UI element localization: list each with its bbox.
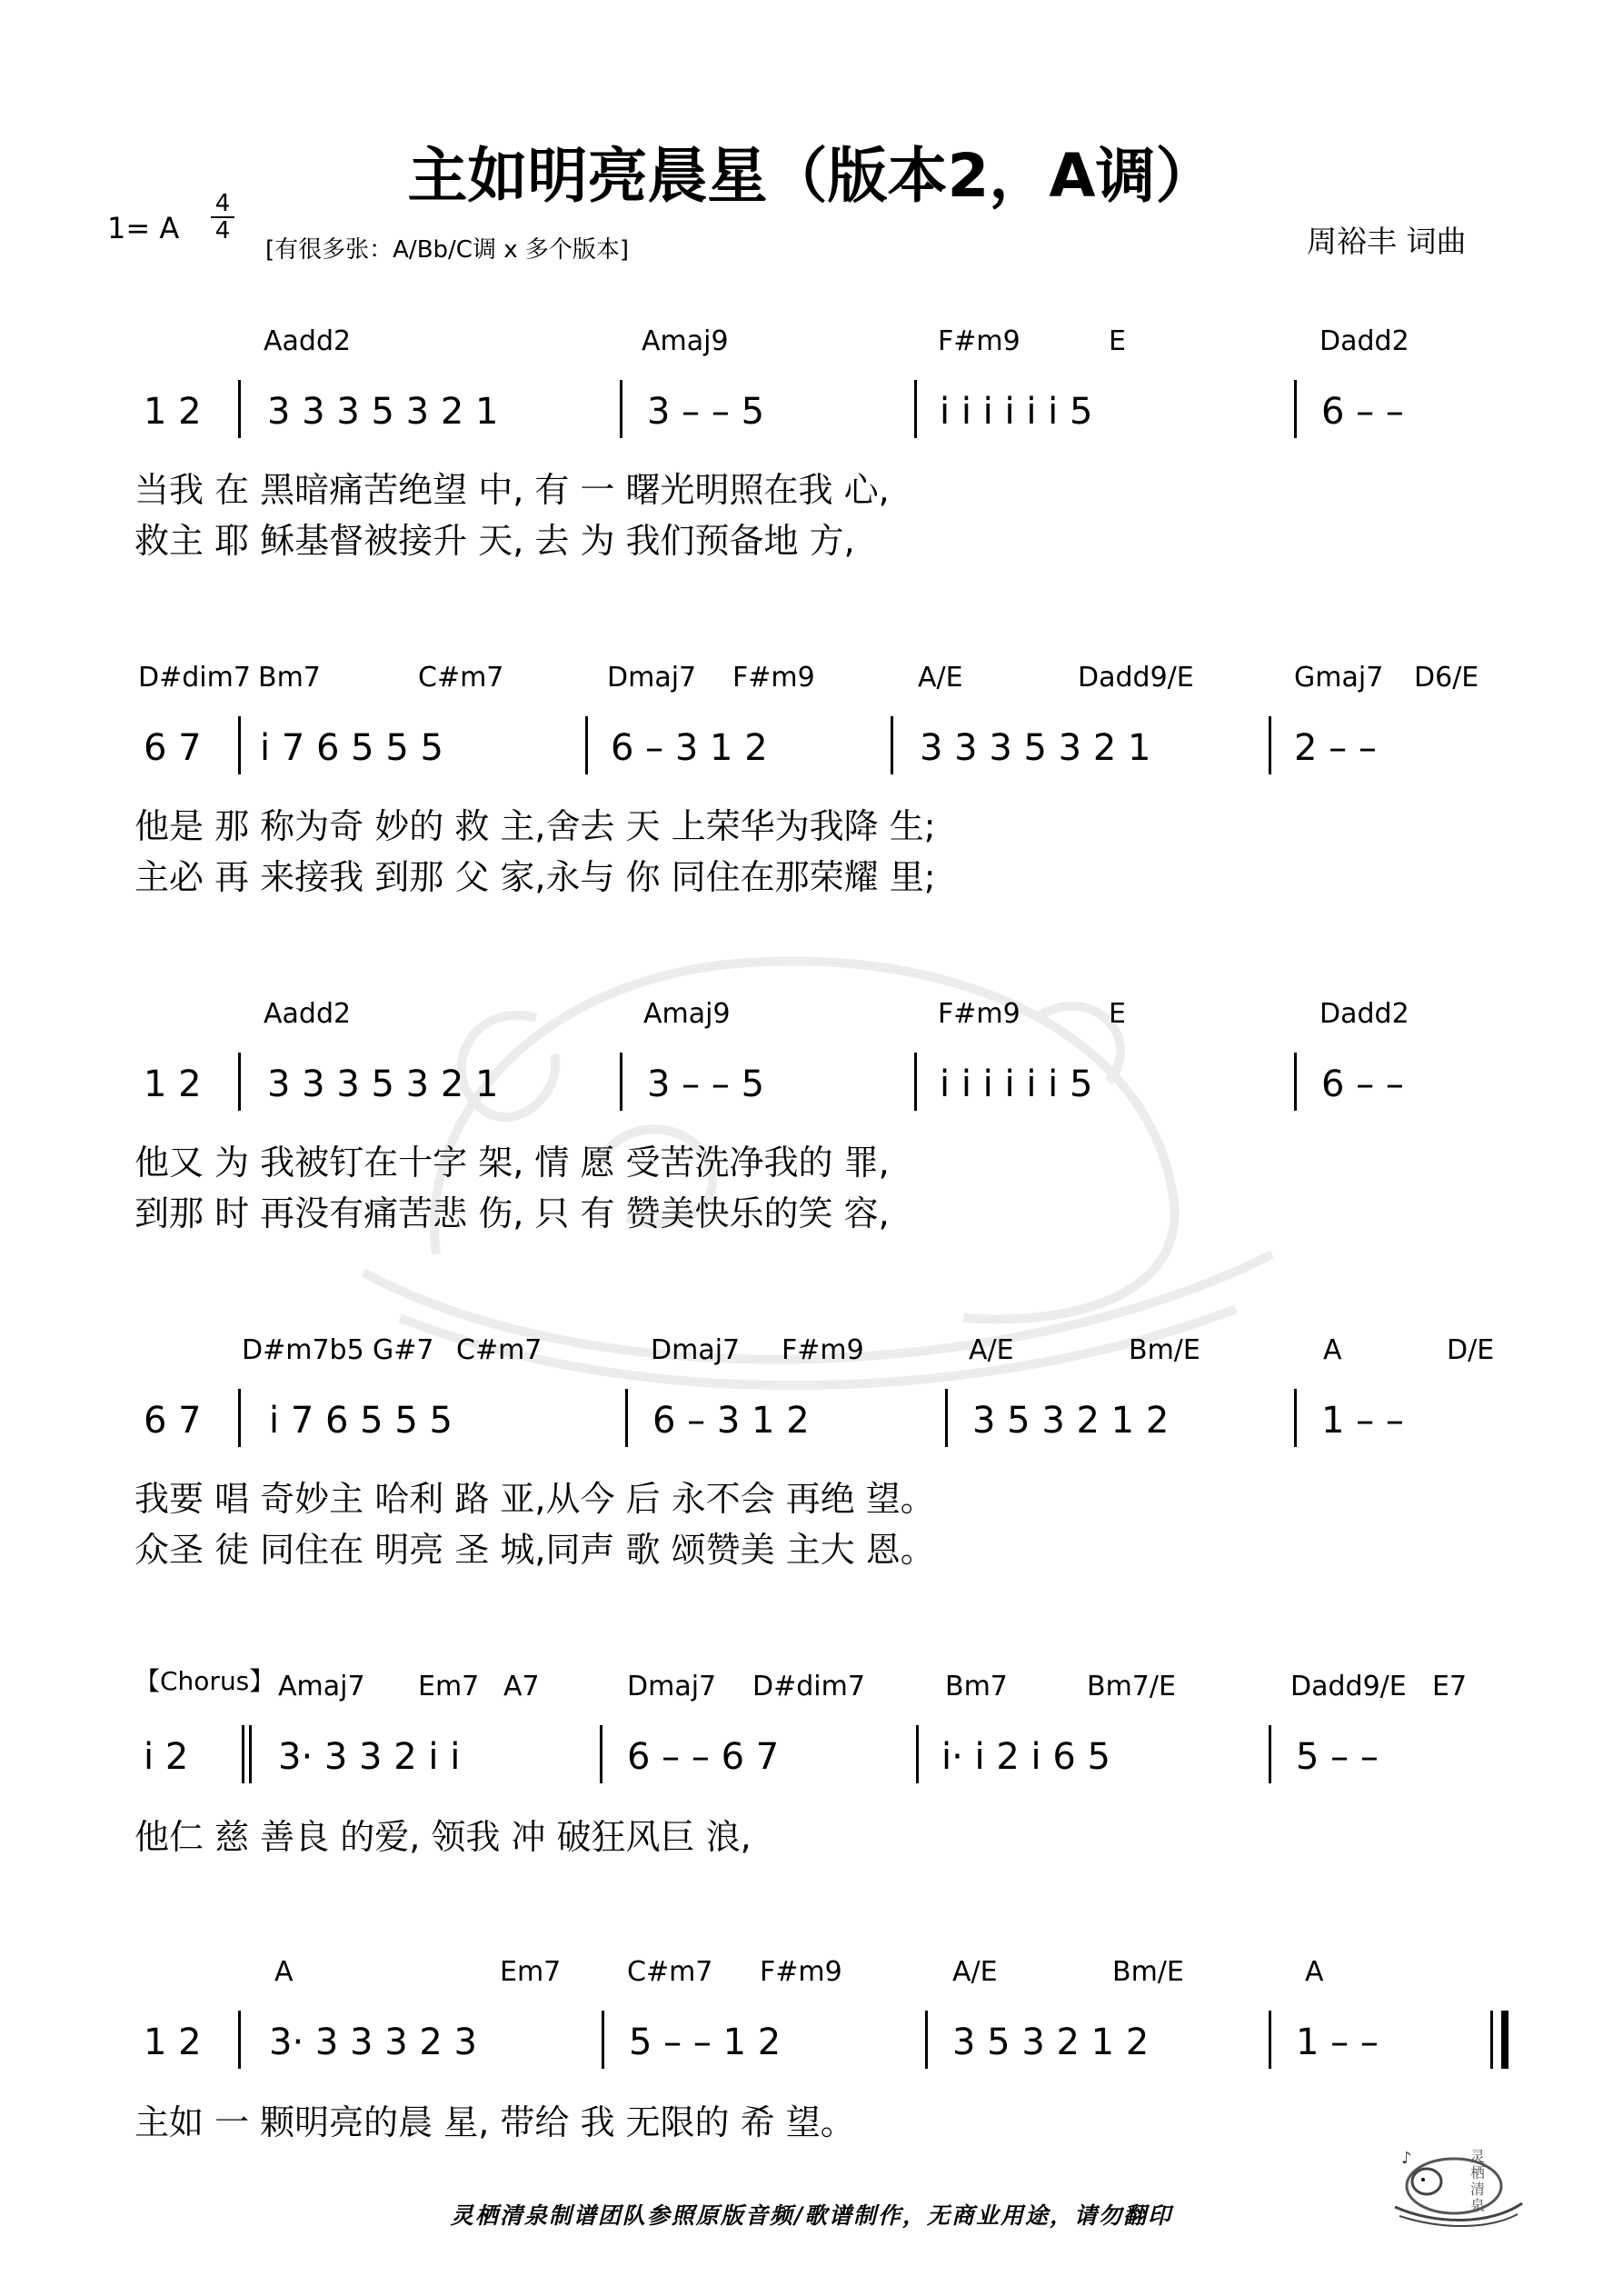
measure-notes: 5 – – 1 2 (629, 2021, 782, 2063)
measure-notes: i 7 6 5 5 5 (260, 727, 443, 769)
chord: E7 (1432, 1671, 1468, 1702)
measure-notes: 6 – 3 1 2 (611, 727, 768, 769)
chord: Amaj9 (643, 998, 731, 1030)
chord: A/E (918, 662, 963, 694)
chord: E (1109, 325, 1126, 357)
measure-notes: 3· 3 3 2 i i (278, 1736, 461, 1778)
barline (1294, 1053, 1297, 1111)
barline (1269, 1725, 1271, 1783)
time-signature-bottom: 4 (214, 217, 231, 245)
logo-text: 灵栖清泉 (1470, 2148, 1486, 2214)
measure-notes: 1 2 (144, 391, 202, 433)
lyrics-verse-1: 主如 一 颗明亮的晨 星, 带给 我 无限的 希 望。 (134, 2102, 855, 2142)
chord: Gmaj7 (1294, 662, 1384, 694)
chord: A (1323, 1334, 1342, 1366)
measure-notes: 2 – – (1294, 727, 1377, 769)
measure-notes: 1 2 (144, 1063, 202, 1105)
barline (1294, 1389, 1297, 1447)
lyrics-verse-2: 救主 耶 稣基督被接升 天, 去 为 我们预备地 方, (134, 521, 855, 561)
lyrics-verse-1: 他又 为 我被钉在十字 架, 情 愿 受苦洗净我的 罪, (134, 1143, 890, 1183)
chord: A7 (503, 1671, 540, 1702)
chord: Em7 (418, 1671, 480, 1702)
chord: Dadd2 (1319, 325, 1409, 357)
chord: D#dim7 (138, 662, 251, 694)
barline (916, 1725, 919, 1783)
measure-notes: i· i 2 i 6 5 (941, 1736, 1110, 1778)
chord: F#m9 (732, 662, 815, 694)
barline (945, 1389, 948, 1447)
chord: Aadd2 (264, 325, 352, 357)
chord: Bm7/E (1087, 1671, 1176, 1702)
chord: C#m7 (456, 1334, 543, 1366)
barline (925, 2011, 928, 2069)
lyrics-verse-2: 主必 再 来接我 到那 父 家,永与 你 同住在那荣耀 里; (134, 857, 936, 897)
chord: D6/E (1414, 662, 1479, 694)
lyrics-verse-1: 我要 唱 奇妙主 哈利 路 亚,从今 后 永不会 再绝 望。 (134, 1479, 935, 1519)
measure-notes: 3 5 3 2 1 2 (972, 1400, 1170, 1442)
chord: A (1305, 1956, 1324, 1988)
chord: C#m7 (418, 662, 504, 694)
barline (914, 380, 917, 438)
measure-notes: 3 3 3 5 3 2 1 (920, 727, 1151, 769)
chord: D/E (1447, 1334, 1495, 1366)
barline (914, 1053, 917, 1111)
sheep-logo-icon (1390, 2136, 1527, 2227)
chord: Dmaj7 (651, 1334, 741, 1366)
key-signature: 1= A (107, 211, 180, 245)
barline (1269, 2011, 1271, 2069)
chord: Bm7 (945, 1671, 1008, 1702)
barline (600, 1725, 602, 1783)
barline (891, 716, 893, 774)
measure-notes: 1 – – (1321, 1400, 1404, 1442)
measure-notes: 1 2 (144, 2021, 202, 2063)
measure-notes: i 2 (144, 1736, 189, 1778)
measure-notes: 3 5 3 2 1 2 (952, 2021, 1150, 2063)
barline (249, 1725, 252, 1783)
barline (238, 1389, 241, 1447)
versions-note: [有很多张：A/Bb/C调 x 多个版本] (265, 236, 630, 264)
chord: Dmaj7 (627, 1671, 717, 1702)
chord: Dadd2 (1319, 998, 1409, 1030)
chord: C#m7 (627, 1956, 713, 1988)
barline (602, 2011, 604, 2069)
chord: Amaj9 (642, 325, 729, 357)
svg-text:♪: ♪ (1401, 2149, 1412, 2168)
barline (238, 716, 241, 774)
measure-notes: 6 7 (144, 727, 202, 769)
chord: Aadd2 (264, 998, 352, 1030)
measure-notes: 3 – – 5 (647, 1063, 765, 1105)
chord: A/E (952, 1956, 998, 1988)
lyrics-verse-2: 到那 时 再没有痛苦悲 伤, 只 有 赞美快乐的笑 容, (134, 1193, 890, 1233)
barline (1490, 2011, 1493, 2069)
measure-notes: 6 – – 6 7 (627, 1736, 780, 1778)
chord: Amaj7 (278, 1671, 365, 1702)
measure-notes: i 7 6 5 5 5 (269, 1400, 453, 1442)
chord: A/E (969, 1334, 1014, 1366)
barline (238, 1053, 241, 1111)
chord: Dadd9/E (1290, 1671, 1407, 1702)
chord: Bm/E (1112, 1956, 1184, 1988)
measure-notes: 3 – – 5 (647, 391, 765, 433)
lyrics-verse-1: 他仁 慈 善良 的爱, 领我 冲 破狂风巨 浪, (134, 1817, 752, 1857)
lyrics-verse-1: 他是 那 称为奇 妙的 救 主,舍去 天 上荣华为我降 生; (134, 806, 936, 846)
chord: Dadd9/E (1078, 662, 1194, 694)
measure-notes: 6 – – (1321, 1063, 1404, 1105)
song-title: 主如明亮晨星（版本2，A调） (407, 141, 1216, 211)
barline (620, 380, 622, 438)
measure-notes: 6 7 (144, 1400, 202, 1442)
measure-notes: 6 – 3 1 2 (652, 1400, 810, 1442)
chord: E (1109, 998, 1126, 1030)
barline (620, 1053, 622, 1111)
chorus-tag: 【Chorus】 (134, 1666, 275, 1696)
barline (625, 1389, 628, 1447)
chord: Bm7 (258, 662, 321, 694)
chord: G#7 (373, 1334, 434, 1366)
chord: D#m7b5 (242, 1334, 364, 1366)
chord: Em7 (500, 1956, 562, 1988)
measure-notes: 5 – – (1296, 1736, 1379, 1778)
lyrics-verse-2: 众圣 徒 同住在 明亮 圣 城,同声 歌 颂赞美 主大 恩。 (134, 1530, 935, 1570)
measure-notes: 6 – – (1321, 391, 1404, 433)
chord: F#m9 (782, 1334, 864, 1366)
composer-credit: 周裕丰 词曲 (1307, 224, 1467, 259)
chord: D#dim7 (752, 1671, 865, 1702)
measure-notes: 3 3 3 5 3 2 1 (267, 391, 499, 433)
chord: A (274, 1956, 294, 1988)
chord: F#m9 (938, 998, 1021, 1030)
barline (238, 2011, 241, 2069)
chord: F#m9 (938, 325, 1021, 357)
barline (585, 716, 588, 774)
barline (242, 1725, 244, 1783)
measure-notes: i i i i i i 5 (940, 1063, 1093, 1105)
final-barline (1501, 2011, 1508, 2069)
measure-notes: 3 3 3 5 3 2 1 (267, 1063, 499, 1105)
chord: Bm/E (1129, 1334, 1200, 1366)
measure-notes: 1 – – (1296, 2021, 1379, 2063)
footer-note: 灵栖清泉制谱团队参照原版音频/歌谱制作，无商业用途，请勿翻印 (450, 2202, 1173, 2229)
measure-notes: i i i i i i 5 (940, 391, 1093, 433)
chord: Dmaj7 (607, 662, 697, 694)
measure-notes: 3· 3 3 3 2 3 (269, 2021, 477, 2063)
barline (1294, 380, 1297, 438)
time-signature (209, 191, 236, 244)
chord: F#m9 (760, 1956, 842, 1988)
barline (1269, 716, 1271, 774)
time-signature-top: 4 (214, 190, 231, 217)
lyrics-verse-1: 当我 在 黑暗痛苦绝望 中, 有 一 曙光明照在我 心, (134, 470, 890, 510)
barline (238, 380, 241, 438)
